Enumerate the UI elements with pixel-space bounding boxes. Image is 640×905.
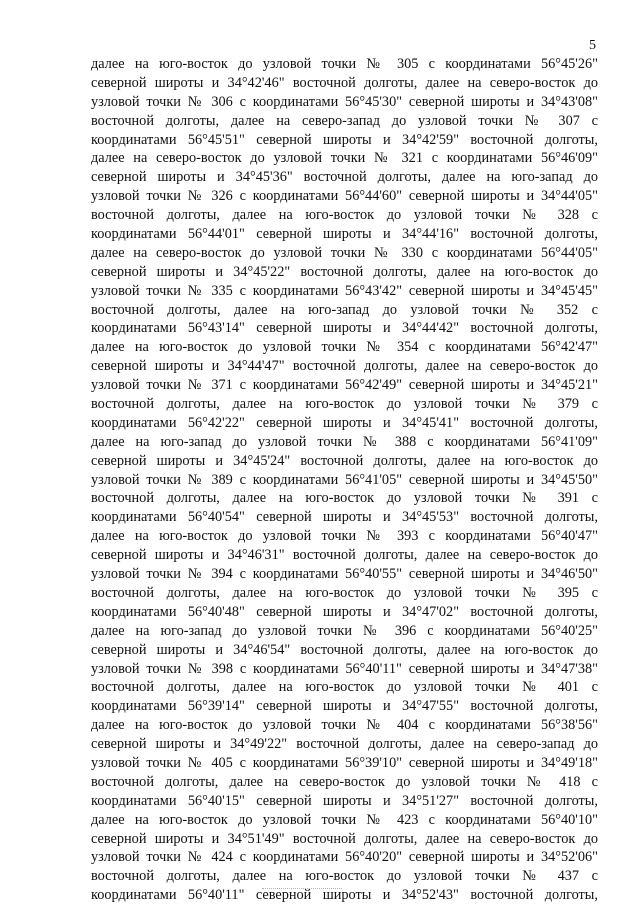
text-line: узловой точки № 335 с координатами 56°43'42" северной широты и 34°45'45" bbox=[91, 282, 598, 299]
text-line: восточной долготы, далее на северо-восток до узловой точки № 418 с bbox=[91, 773, 598, 790]
text-line: координатами 56°42'22" северной широты и 34°45'41" восточной долготы, bbox=[91, 414, 598, 431]
text-line: северной широты и 34°45'22" восточной долготы, далее на юго-восток до bbox=[91, 263, 598, 280]
text-line: далее на юго-восток до узловой точки № 305 с координатами 56°45'26" bbox=[91, 56, 598, 72]
text-line: координатами 56°40'48" северной широты и 34°47'02" восточной долготы, bbox=[91, 603, 598, 620]
text-line: координатами 56°39'14" северной широты и 34°47'55" восточной долготы, bbox=[91, 698, 598, 715]
text-line: северной широты и 34°51'49" восточной долготы, далее на северо-восток до bbox=[91, 830, 598, 847]
text-line: северной широты и 34°46'54" восточной долготы, далее на юго-восток до bbox=[91, 641, 598, 658]
text-line: восточной долготы, далее на юго-запад до узловой точки № 352 с bbox=[91, 301, 598, 318]
text-line: восточной долготы, далее на юго-восток до узловой точки № 395 с bbox=[91, 584, 598, 601]
footer-divider bbox=[262, 888, 342, 890]
text-line: далее на юго-восток до узловой точки № 404 с координатами 56°38'56" bbox=[91, 717, 598, 734]
text-line: восточной долготы, далее на юго-восток до узловой точки № 391 с bbox=[91, 490, 598, 507]
text-line: северной широты и 34°45'24" восточной долготы, далее на юго-восток до bbox=[91, 452, 598, 469]
text-line: узловой точки № 424 с координатами 56°40'20" северной широты и 34°52'06" bbox=[91, 849, 598, 866]
text-line: далее на юго-запад до узловой точки № 396 с координатами 56°40'25" bbox=[91, 622, 598, 639]
text-line: узловой точки № 306 с координатами 56°45'30" северной широты и 34°43'08" bbox=[91, 93, 598, 110]
text-line: узловой точки № 371 с координатами 56°42'49" северной широты и 34°45'21" bbox=[91, 377, 598, 394]
text-line: восточной долготы, далее на северо-запад до узловой точки № 307 с bbox=[91, 112, 598, 129]
text-line: координатами 56°40'54" северной широты и 34°45'53" восточной долготы, bbox=[91, 509, 598, 526]
text-line: северной широты и 34°45'36" восточной долготы, далее на юго-запад до bbox=[91, 169, 598, 186]
text-line: координатами 56°43'14" северной широты и 34°44'42" восточной долготы, bbox=[91, 320, 598, 337]
text-line: восточной долготы, далее на юго-восток до узловой точки № 401 с bbox=[91, 679, 598, 696]
text-line: узловой точки № 398 с координатами 56°40'11" северной широты и 34°47'38" bbox=[91, 660, 598, 677]
text-line: северной широты и 34°49'22" восточной долготы, далее на северо-запад до bbox=[91, 736, 598, 753]
text-line: далее на северо-восток до узловой точки № 330 с координатами 56°44'05" bbox=[91, 244, 598, 261]
text-line: координатами 56°40'15" северной широты и 34°51'27" восточной долготы, bbox=[91, 792, 598, 809]
text-line: далее на юго-запад до узловой точки № 388 с координатами 56°41'09" bbox=[91, 433, 598, 450]
text-line: далее на юго-восток до узловой точки № 393 с координатами 56°40'47" bbox=[91, 528, 598, 545]
text-line: узловой точки № 326 с координатами 56°44'60" северной широты и 34°44'05" bbox=[91, 188, 598, 205]
body-text bbox=[91, 55, 598, 905]
text-line: узловой точки № 389 с координатами 56°41'05" северной широты и 34°45'50" bbox=[91, 471, 598, 488]
text-line: узловой точки № 405 с координатами 56°39'10" северной широты и 34°49'18" bbox=[91, 754, 598, 771]
text-line: восточной долготы, далее на юго-восток до узловой точки № 437 с bbox=[91, 868, 598, 885]
text-line: северной широты и 34°42'46" восточной долготы, далее на северо-восток до bbox=[91, 74, 598, 91]
text-line: северной широты и 34°46'31" восточной долготы, далее на северо-восток до bbox=[91, 547, 598, 564]
text-line: восточной долготы, далее на юго-восток до узловой точки № 328 с bbox=[91, 207, 598, 224]
text-line: далее на юго-восток до узловой точки № 423 с координатами 56°40'10" bbox=[91, 811, 598, 828]
text-line: северной широты и 34°44'47" восточной долготы, далее на северо-восток до bbox=[91, 358, 598, 375]
text-line: узловой точки № 394 с координатами 56°40'55" северной широты и 34°46'50" bbox=[91, 566, 598, 583]
text-line: координатами 56°40'11" северной широты и 34°52'43" восточной долготы, bbox=[91, 887, 598, 904]
page-number: 5 bbox=[589, 38, 596, 53]
text-line: координатами 56°45'51" северной широты и 34°42'59" восточной долготы, bbox=[91, 131, 598, 148]
text-line: далее на северо-восток до узловой точки № 321 с координатами 56°46'09" bbox=[91, 150, 598, 167]
text-line: координатами 56°44'01" северной широты и 34°44'16" восточной долготы, bbox=[91, 226, 598, 243]
text-line: восточной долготы, далее на юго-восток до узловой точки № 379 с bbox=[91, 396, 598, 413]
text-line: далее на юго-восток до узловой точки № 354 с координатами 56°42'47" bbox=[91, 339, 598, 356]
